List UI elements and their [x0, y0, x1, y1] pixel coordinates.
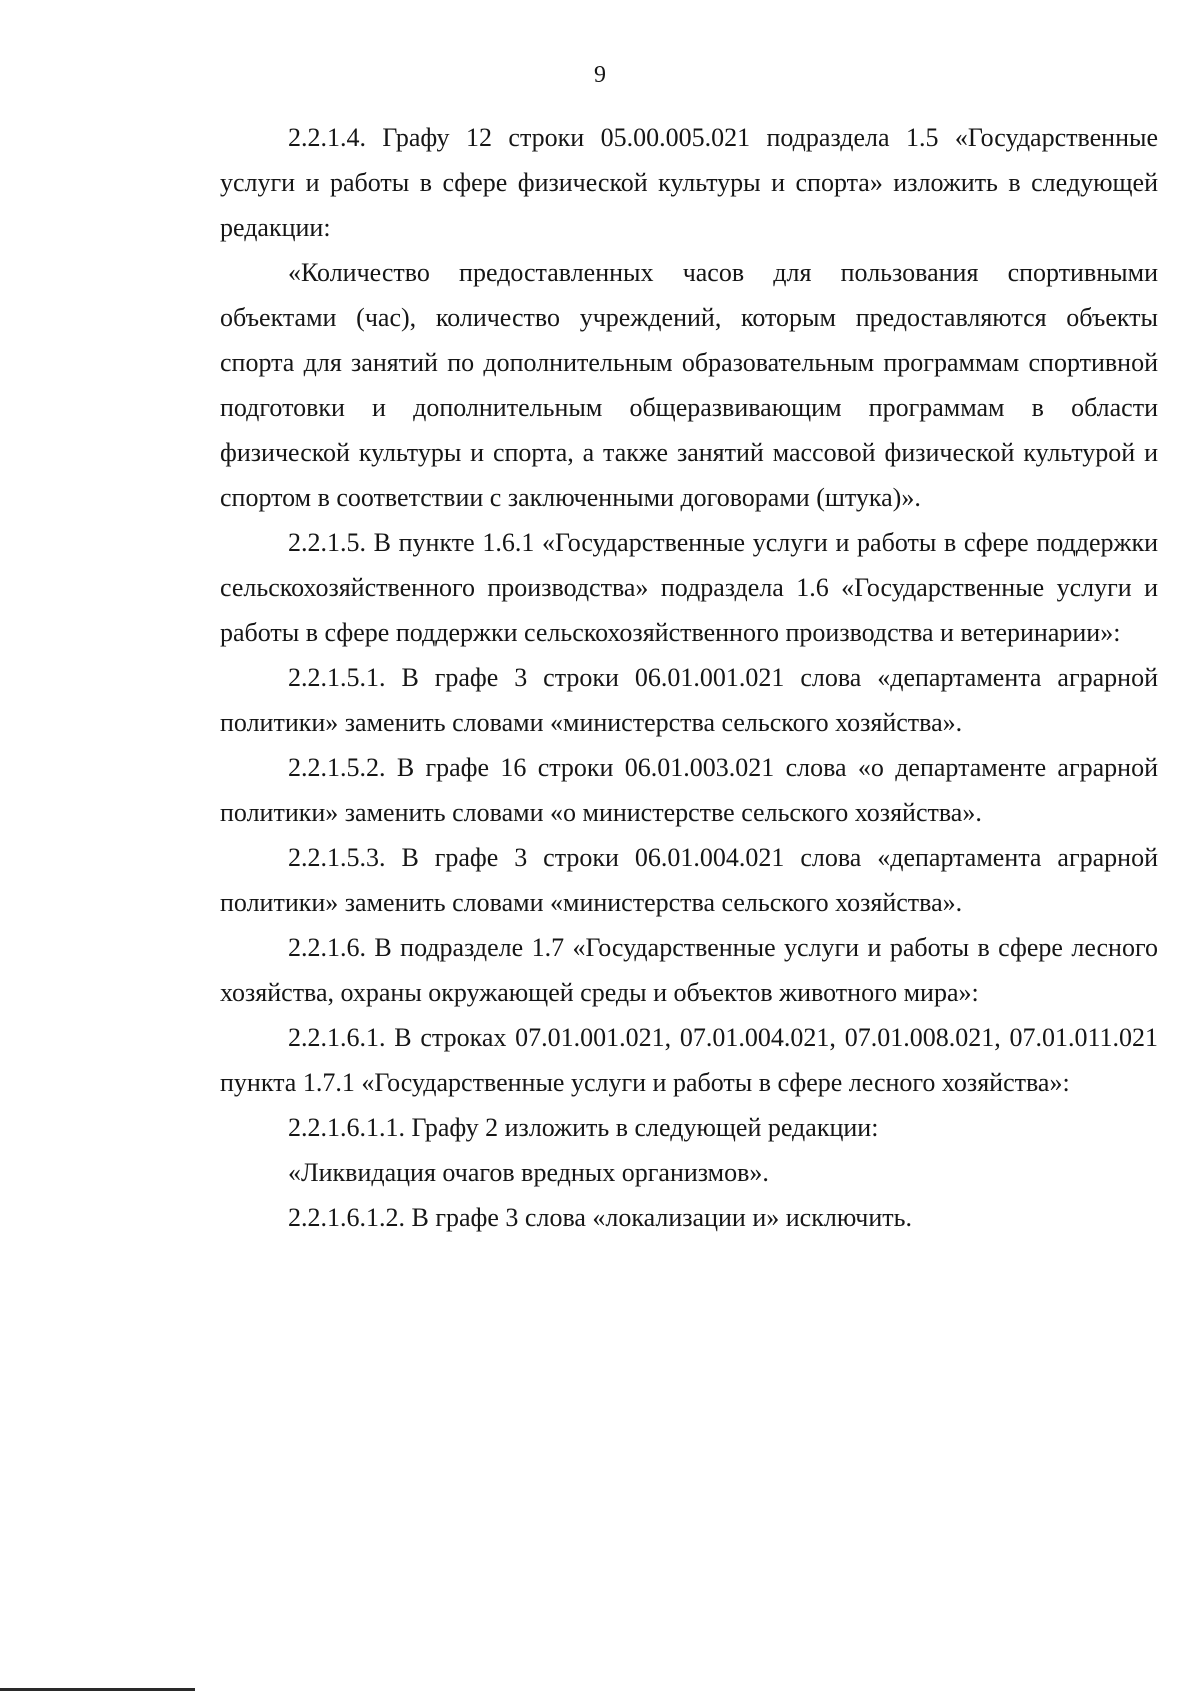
page-number: 9 — [594, 62, 606, 88]
paragraph-quote-pests: «Ликвидация очагов вредных организмов». — [288, 1158, 769, 1187]
paragraph-2-2-1-5-1: 2.2.1.5.1. В графе 3 строки 06.01.001.021 слова «департамента аграрной политики» заменить словами «министерства сельского хозяйства». — [220, 663, 1158, 737]
paragraph-2-2-1-5-2: 2.2.1.5.2. В графе 16 строки 06.01.003.021 слова «о департаменте аграрной политики» заменить словами «о министерстве сельского хозяйства». — [220, 753, 1158, 827]
paragraph-2-2-1-6-1: 2.2.1.6.1. В строках 07.01.001.021, 07.01.004.021, 07.01.008.021, 07.01.011.021 пункта 1.7.1 «Государственные услуги и работы в сфере лесного хозяйства»: — [220, 1023, 1158, 1097]
bottom-divider-line — [0, 1688, 195, 1691]
paragraph-2-2-1-6-1-2: 2.2.1.6.1.2. В графе 3 слова «локализации и» исключить. — [288, 1203, 912, 1232]
paragraph-2-2-1-6: 2.2.1.6. В подразделе 1.7 «Государственные услуги и работы в сфере лесного хозяйства, охраны окружающей среды и объектов животного мира»: — [220, 933, 1158, 1007]
document-body — [220, 115, 1158, 1240]
paragraph-2-2-1-5-3: 2.2.1.5.3. В графе 3 строки 06.01.004.021 слова «департамента аграрной политики» заменить словами «министерства сельского хозяйства». — [220, 843, 1158, 917]
paragraph-2-2-1-5: 2.2.1.5. В пункте 1.6.1 «Государственные услуги и работы в сфере поддержки сельскохозяйственного производства» подраздела 1.6 «Государственные услуги и работы в сфере поддержки сельскохозяйственного производства и ветеринарии»: — [220, 528, 1158, 647]
paragraph-quote-sports: «Количество предоставленных часов для пользования спортивными объектами (час), количество учреждений, которым предоставляются объекты спорта для занятий по дополнительным образовательным программам спортивной подготовки и дополнительным общеразвивающим программам в области физической культуры и спорта, а также занятий массовой физической культурой и спортом в соответствии с заключенными договорами (штука)». — [220, 258, 1158, 512]
paragraph-2-2-1-4: 2.2.1.4. Графу 12 строки 05.00.005.021 подраздела 1.5 «Государственные услуги и работы в сфере физической культуры и спорта» изложить в следующей редакции: — [220, 123, 1158, 242]
paragraph-2-2-1-6-1-1: 2.2.1.6.1.1. Графу 2 изложить в следующей редакции: — [288, 1113, 879, 1142]
